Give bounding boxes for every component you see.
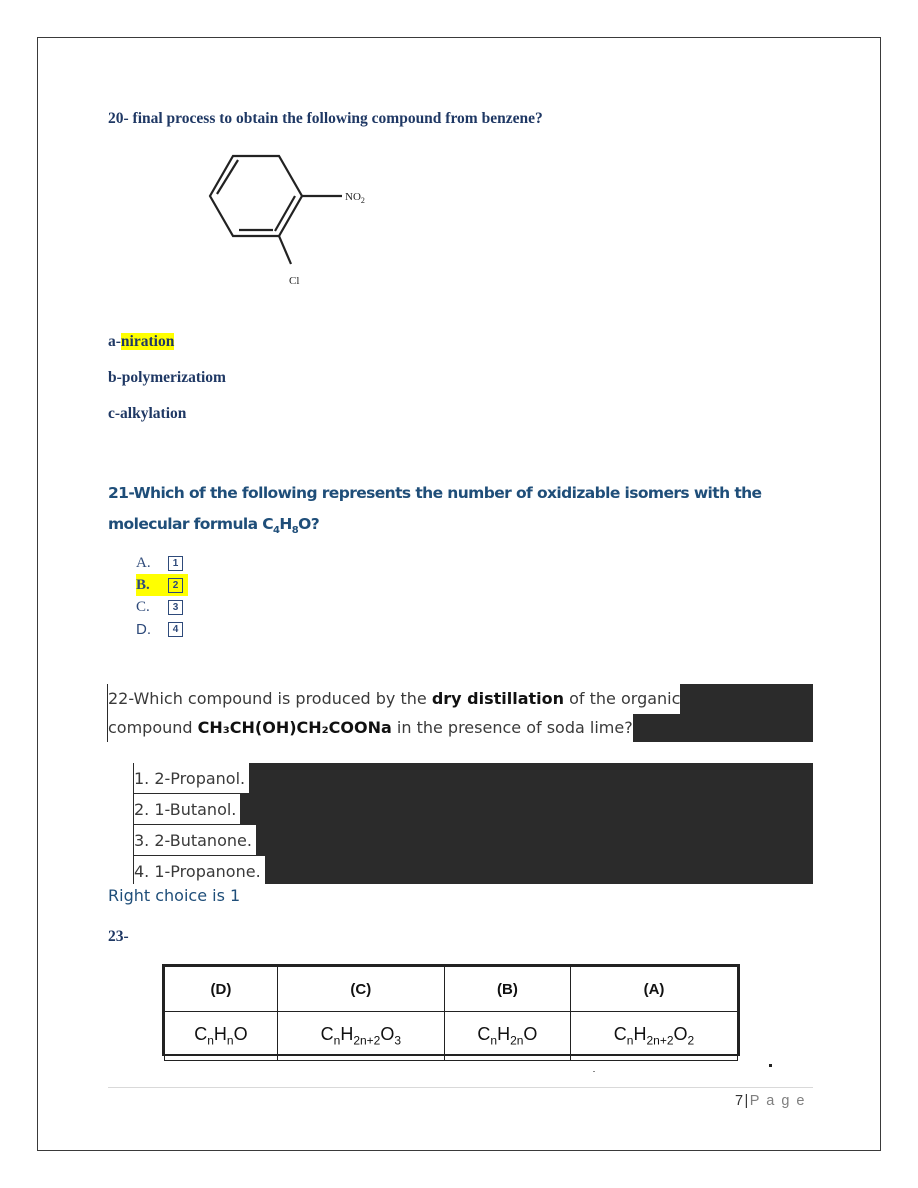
q22-option-2: 2. 1-Butanol. (134, 794, 240, 824)
stray-mark (769, 1064, 772, 1067)
question-23-label: 23- (108, 928, 129, 945)
q21-option-a: A. 1 (136, 552, 188, 574)
header-d: (D) (165, 967, 278, 1012)
formula-d: $C_nH_nO$ (165, 1012, 278, 1061)
q20-option-a: a-niration (108, 333, 175, 350)
header-b: (B) (444, 967, 570, 1012)
q22-option-3: 3. 2-Butanone. (134, 825, 256, 855)
question-21-text: 21-Which of the following represents the number of oxidizable isomers with the molecular formula $C_4H_8O$? (108, 484, 762, 537)
q22-option-4: 4. 1-Propanone. (134, 856, 265, 886)
question-22-line-1: 22-Which compound is produced by the dry distillation of the organic (108, 684, 680, 714)
q22-option-1: 1. 2-Propanol. (134, 763, 249, 793)
footer-divider (108, 1087, 813, 1088)
stray-mark-small (593, 1071, 595, 1072)
q20-option-b: b-polymerizatiom (108, 369, 226, 386)
q21-option-d: D. 4 (136, 618, 188, 640)
formula-b: $C_nH_{2n}O$ (444, 1012, 570, 1061)
q20-option-c: c-alkylation (108, 405, 187, 422)
q23-formula-table (162, 964, 740, 1056)
q22-answer: Right choice is 1 (108, 886, 241, 905)
page-number: 7 (734, 1093, 745, 1109)
q21-option-c: C. 3 (136, 596, 188, 618)
header-a: (A) (571, 967, 738, 1012)
no2-label: $NO_2$ (345, 191, 365, 205)
benzene-ring (210, 156, 302, 236)
chlorobenzene-nitro-structure (185, 148, 415, 298)
question-22-line-2: compound CH₃CH(OH)CH₂COONa in the presence of soda lime? (108, 713, 633, 743)
page-footer (735, 1093, 806, 1109)
page-word: P a g e (749, 1093, 806, 1109)
q21-options (136, 552, 188, 640)
formula-c: $C_nH_{2n+2}O_3$ (277, 1012, 444, 1061)
formula-a: $C_nH_{2n+2}O_2$ (571, 1012, 738, 1061)
question-20-title: 20- final process to obtain the following compound from benzene? (108, 110, 543, 127)
bond-to-cl (279, 236, 291, 264)
q21-option-b-selected: B. 2 (136, 574, 188, 596)
highlighted-answer: niration (120, 333, 175, 350)
cl-label: Cl (289, 275, 300, 287)
header-c: (C) (277, 967, 444, 1012)
footer-separator: | (744, 1093, 750, 1109)
